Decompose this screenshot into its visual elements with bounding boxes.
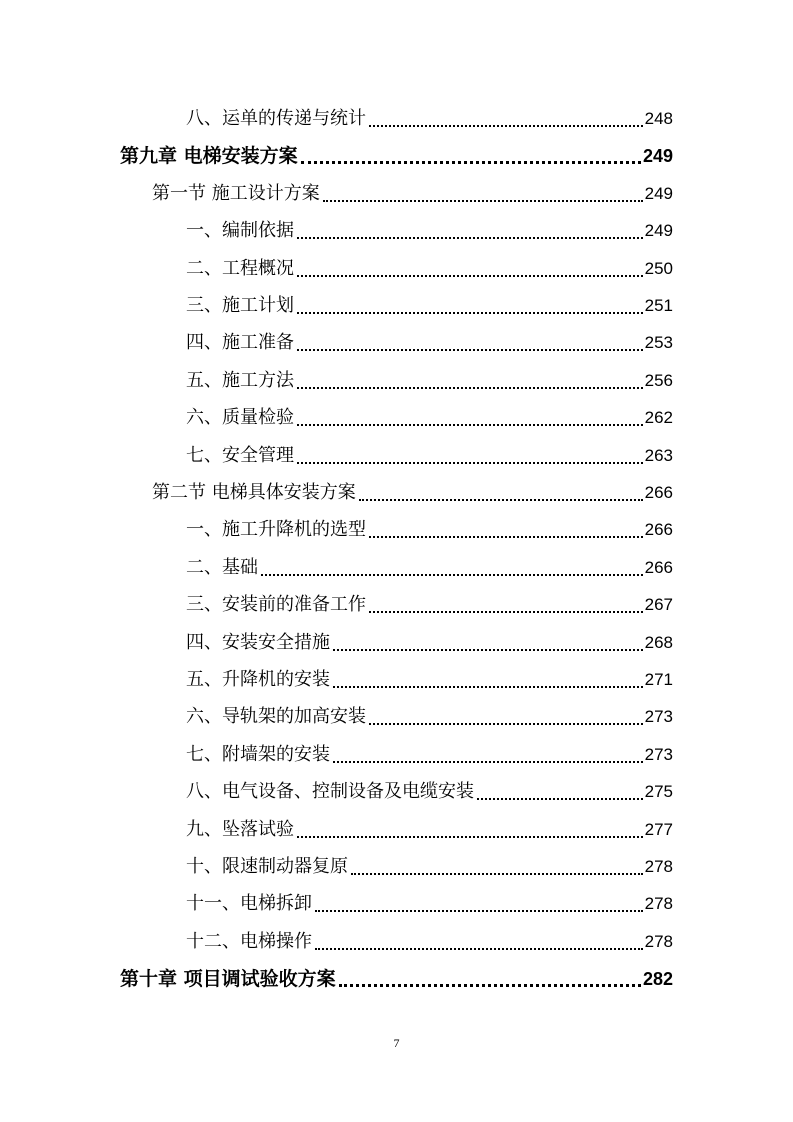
toc-entry-title: 八、运单的传递与统计: [186, 108, 366, 129]
toc-item-entry[interactable]: [186, 366, 673, 396]
toc-item-entry[interactable]: [186, 702, 673, 732]
toc-entry-page: 278: [644, 894, 673, 913]
toc-entry-page: 263: [644, 446, 673, 465]
toc-entry-page: 282: [642, 969, 673, 989]
toc-entry-page: 250: [644, 259, 673, 278]
toc-item-entry[interactable]: [186, 628, 673, 658]
toc-entry-page: 262: [644, 408, 673, 427]
toc-item-entry[interactable]: [186, 889, 673, 919]
toc-dot-leader: [297, 216, 643, 246]
toc-entry-page: 277: [644, 820, 673, 839]
toc-entry-title: 第十章 项目调试验收方案: [120, 968, 336, 990]
toc-item-entry[interactable]: [186, 216, 673, 246]
toc-dot-leader: [477, 777, 643, 807]
toc-dot-leader: [351, 852, 643, 882]
toc-entry-title: 七、附墙架的安装: [186, 744, 330, 765]
toc-item-entry[interactable]: [186, 590, 673, 620]
toc-entry-title: 十二、电梯操作: [186, 931, 312, 952]
toc-entry-title: 第二节 电梯具体安装方案: [152, 482, 356, 503]
toc-dot-leader: [301, 141, 641, 171]
toc-dot-leader: [333, 740, 643, 770]
toc-entry-page: 256: [644, 371, 673, 390]
toc-entry-title: 十一、电梯拆卸: [186, 893, 312, 914]
toc-entry-page: 266: [644, 520, 673, 539]
toc-entry-title: 五、施工方法: [186, 370, 294, 391]
toc-entry-title: 四、安装安全措施: [186, 632, 330, 653]
toc-entry-title: 第一节 施工设计方案: [152, 183, 320, 204]
toc-entry-title: 二、基础: [186, 557, 258, 578]
toc-dot-leader: [297, 254, 643, 284]
toc-item-entry[interactable]: [186, 515, 673, 545]
toc-dot-leader: [315, 927, 643, 957]
toc-entry-title: 四、施工准备: [186, 332, 294, 353]
toc-entry-title: 三、施工计划: [186, 295, 294, 316]
toc-dot-leader: [297, 441, 643, 471]
toc-item-entry[interactable]: [186, 852, 673, 882]
toc-dot-leader: [315, 889, 643, 919]
toc-dot-leader: [369, 590, 643, 620]
toc-entry-title: 六、质量检验: [186, 407, 294, 428]
toc-item-entry[interactable]: [186, 403, 673, 433]
toc-dot-leader: [359, 478, 643, 508]
toc-dot-leader: [323, 179, 643, 209]
toc-item-entry[interactable]: [186, 777, 673, 807]
toc-chapter-entry[interactable]: [120, 141, 673, 171]
toc-item-entry[interactable]: [186, 291, 673, 321]
toc-entry-title: 第九章 电梯安装方案: [120, 145, 298, 167]
toc-entry-page: 251: [644, 296, 673, 315]
toc-item-entry[interactable]: [186, 104, 673, 134]
toc-entry-page: 278: [644, 857, 673, 876]
toc-chapter-entry[interactable]: [120, 964, 673, 994]
toc-dot-leader: [261, 553, 643, 583]
toc-entry-page: 278: [644, 932, 673, 951]
toc-entry-title: 七、安全管理: [186, 445, 294, 466]
toc-dot-leader: [339, 964, 641, 994]
toc-item-entry[interactable]: [186, 441, 673, 471]
toc-dot-leader: [369, 515, 643, 545]
toc-entry-title: 八、电气设备、控制设备及电缆安装: [186, 781, 474, 802]
toc-entry-title: 一、编制依据: [186, 220, 294, 241]
toc-entry-title: 一、施工升降机的选型: [186, 519, 366, 540]
toc-dot-leader: [297, 403, 643, 433]
toc-entry-title: 六、导轨架的加高安装: [186, 706, 366, 727]
toc-item-entry[interactable]: [186, 815, 673, 845]
toc-dot-leader: [297, 815, 643, 845]
toc-entry-page: 266: [644, 483, 673, 502]
toc-dot-leader: [333, 628, 643, 658]
toc-entry-page: 249: [644, 184, 673, 203]
toc-dot-leader: [297, 291, 643, 321]
toc-entry-page: 266: [644, 558, 673, 577]
toc-entry-page: 253: [644, 333, 673, 352]
toc-entry-page: 249: [642, 146, 673, 166]
toc-section-entry[interactable]: [152, 478, 673, 508]
toc-entry-title: 三、安装前的准备工作: [186, 594, 366, 615]
toc-entry-title: 十、限速制动器复原: [186, 856, 348, 877]
page-number: 7: [393, 1036, 400, 1050]
toc-entry-title: 五、升降机的安装: [186, 669, 330, 690]
toc-item-entry[interactable]: [186, 328, 673, 358]
toc-item-entry[interactable]: [186, 254, 673, 284]
toc-dot-leader: [369, 104, 643, 134]
toc-entry-page: 271: [644, 670, 673, 689]
toc-dot-leader: [297, 328, 643, 358]
toc-entry-page: 273: [644, 707, 673, 726]
toc-dot-leader: [369, 702, 643, 732]
toc-entry-page: 268: [644, 633, 673, 652]
toc-entry-title: 二、工程概况: [186, 258, 294, 279]
toc-item-entry[interactable]: [186, 553, 673, 583]
toc-entry-page: 273: [644, 745, 673, 764]
toc-entry-page: 248: [644, 109, 673, 128]
toc-entry-page: 249: [644, 221, 673, 240]
toc-item-entry[interactable]: [186, 665, 673, 695]
toc-item-entry[interactable]: [186, 927, 673, 957]
toc-dot-leader: [297, 366, 643, 396]
toc-entry-title: 九、坠落试验: [186, 819, 294, 840]
toc-entry-page: 267: [644, 595, 673, 614]
toc-entry-page: 275: [644, 782, 673, 801]
toc-item-entry[interactable]: [186, 740, 673, 770]
toc-dot-leader: [333, 665, 643, 695]
toc-section-entry[interactable]: [152, 179, 673, 209]
